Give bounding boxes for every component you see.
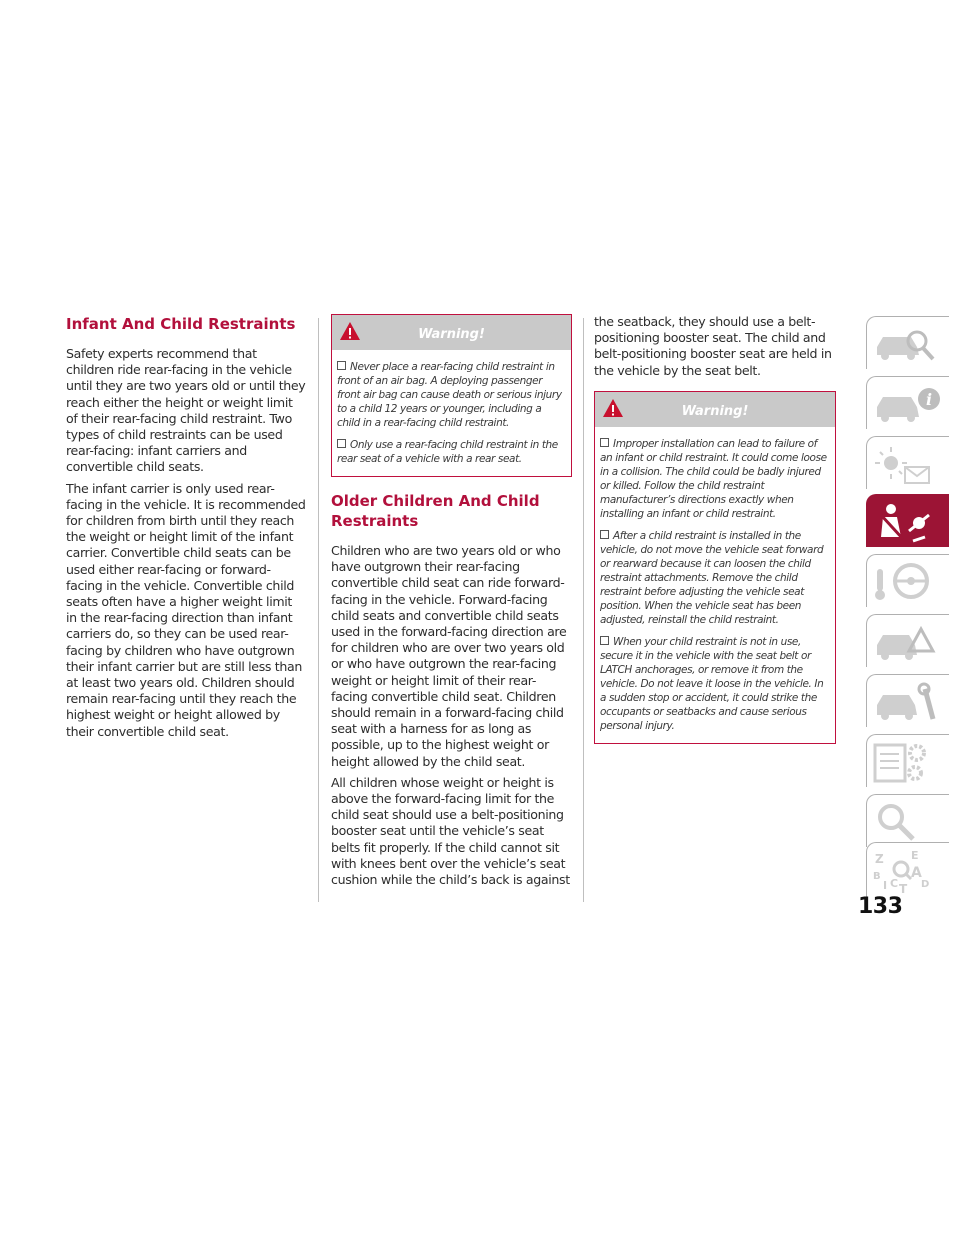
car-wrench-icon [871,681,947,725]
car-search-icon [871,323,947,367]
seatbelt-airbag-icon [871,501,947,545]
warning-triangle-icon [602,398,624,418]
paragraph: Children who are two years old or who have outgrown their rear-facing convertible child seat can ride forward-facing in the vehicle. Forward-facing child seats and convertible child seats used in the forward-facing direction are for children who are over two years old or who have outgrown the rear-facing weight or height limit of their rear-facing convertible child seat. Children should remain in a forward-facing child seat with a harness for as long as possible, up to the highest weight or height allowed by the child seat. [331,543,567,769]
warning-item: Only use a rear-facing child restraint in the rear seat of a vehicle with a rear seat. [337,439,558,465]
car-info-icon [871,383,947,427]
section-heading-infant: Infant And Child Restraints [66,315,296,333]
index-letter: I [883,879,888,892]
checkbox-icon [600,438,609,447]
warning-box [594,391,836,744]
index-letter: T [899,882,908,896]
paragraph: The infant carrier is only used rear-facing in the vehicle. It is recommended for children from birth until they reach the weight or height limit of the infant carrier. Convertible child seats can be used either rear-facing or forward-facing in the vehicle. Convertible child seats often have a higher weight limit in the rear-facing direction than infant carriers do, so they can be used rear-facing by children who have outgrown their infant carrier but are still less than at least two years old. Children should remain rear-facing until they reach the highest weight or height allowed by their convertible child seat. [66,480,306,739]
section-heading-older: Older Children And Child Restraints [331,492,540,530]
index-letter: E [911,849,919,862]
warning-lights-icon [871,443,947,487]
page-number: 133 [858,894,903,919]
index-letter: Z [875,852,884,866]
warning-box [331,314,572,477]
paragraph: Safety experts recommend that children ride rear-facing in the vehicle until they are two years old or until they reach either the height or weight limit of their rear-facing child restraint. Two types of child restraints can be used rear-facing: infant carriers and convertible child seats. [66,346,306,475]
tab-warning-lights[interactable] [866,436,949,489]
tab-emergency[interactable] [866,614,949,667]
tab-starting-driving[interactable] [866,554,949,607]
checkbox-icon [600,636,609,645]
warning-title: Warning! [681,403,749,419]
tab-index[interactable] [866,842,949,897]
svg-text:i: i [926,390,933,409]
warning-header [595,392,835,427]
specifications-gear-icon [871,741,947,785]
warning-triangle-icon [339,321,361,341]
tab-car-search[interactable] [866,316,949,369]
warning-header [332,315,571,350]
index-letter: D [921,879,930,890]
column-divider-right [583,318,584,902]
paragraph: All children whose weight or height is above the forward-facing limit for the child seat should use a belt-positioning booster seat until the vehicle’s seat belts fit properly. If the child cannot sit with knees bent over the vehicle’s seat cushion while the child’s back is against [331,774,570,888]
warning-item: After a child restraint is installed in the vehicle, do not move the vehicle seat forward or rearward because it can loosen the child restraint attachments. Remove the child restraint before adjusting the vehicle seat position. When the vehicle seat has been adjusted, reinstall the child restraint. [600,529,824,626]
column-2 [331,314,572,893]
tab-safety[interactable] [866,494,949,547]
checkbox-icon [600,530,609,539]
index-letter: C [890,877,899,890]
column-3 [594,314,836,758]
index-letter: A [911,865,922,881]
car-hazard-icon [871,621,947,665]
warning-item: When your child restraint is not in use, secure it in the vehicle with the seat belt or LATCH anchorages, or remove it from the vehicle. Do not leave it loose in the vehicle. In a sudden stop or accident, it could strike the occupants or seatbacks and cause serious personal injury. [600,635,824,732]
tab-search[interactable] [866,794,949,847]
tab-car-info[interactable] [866,376,949,429]
warning-body [332,350,571,476]
index-letter: B [873,871,881,882]
checkbox-icon [337,361,346,370]
tab-specifications[interactable] [866,734,949,787]
warning-item: Never place a rear-facing child restraint in front of an air bag. A deploying passenger front air bag can cause death or serious injury to a child 12 years or younger, including a child in a rear-facing child restraint. [337,361,562,429]
tab-servicing[interactable] [866,674,949,727]
alphabetical-index-icon [871,849,947,897]
column-divider-left [318,318,319,902]
paragraph: the seatback, they should use a belt-positioning booster seat. The child and belt-positioning booster seat are held in the vehicle by the seat belt. [594,314,832,378]
warning-item: Improper installation can lead to failure of an infant or child restraint. It could come loose in a collision. The child could be badly injured or killed. Follow the child restraint manufacturer’s directions exactly when installing an infant or child restraint. [600,437,827,520]
column-1 [66,314,306,745]
warning-body [595,427,835,743]
magnifier-icon [871,801,947,845]
warning-title: Warning! [418,327,485,342]
key-steering-wheel-icon [871,561,947,605]
checkbox-icon [337,439,346,448]
